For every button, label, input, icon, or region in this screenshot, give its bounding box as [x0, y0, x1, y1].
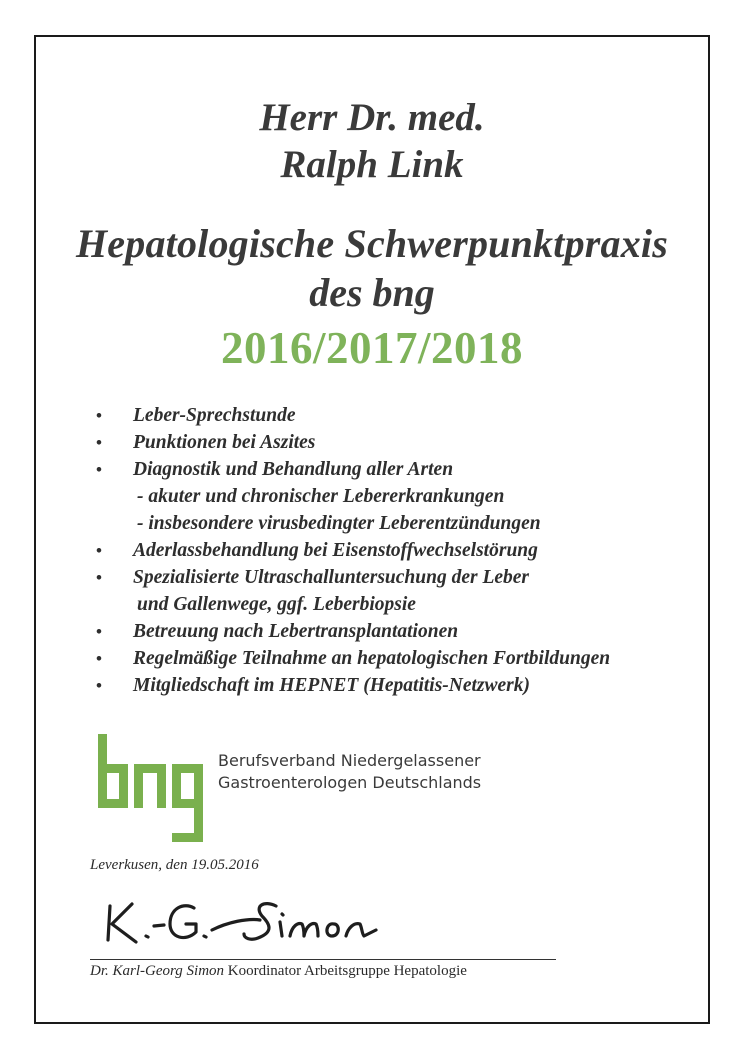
service-label: Spezialisierte Ultraschalluntersuchung der Leber	[133, 567, 529, 588]
list-item	[94, 672, 704, 699]
certification-years: 2016/2017/2018	[220, 323, 523, 373]
list-item	[94, 564, 704, 618]
signatory	[90, 963, 467, 980]
service-label: Diagnostik und Behandlung aller Arten	[133, 459, 454, 480]
recipient-name: Ralph Link	[280, 143, 464, 186]
practice-subtitle: des bng	[309, 270, 435, 315]
certificate-frame	[34, 35, 710, 1024]
service-label: Leber-Sprechstunde	[133, 405, 296, 426]
service-sub-item: - insbesondere virusbedingter Leberentzündungen	[137, 513, 541, 534]
bullet-icon: •	[96, 649, 102, 668]
association-name	[218, 750, 481, 794]
handwritten-signature	[98, 892, 378, 952]
list-item	[94, 618, 704, 645]
bullet-icon: •	[96, 433, 102, 452]
service-label: Betreuung nach Lebertransplantationen	[133, 621, 459, 642]
service-label: Punktionen bei Aszites	[133, 432, 316, 453]
service-sub-item: - akuter und chronischer Lebererkrankungen	[137, 486, 505, 507]
bullet-icon: •	[96, 460, 102, 479]
list-item	[94, 456, 704, 537]
signatory-role: Koordinator Arbeitsgruppe Hepatologie	[227, 963, 467, 979]
bullet-icon: •	[96, 406, 102, 425]
list-item	[94, 537, 704, 564]
bullet-icon: •	[96, 541, 102, 560]
association-name-line2: Gastroenterologen Deutschlands	[218, 773, 482, 792]
list-item	[94, 402, 704, 429]
bullet-icon: •	[96, 676, 102, 695]
practice-title: Hepatologische Schwerpunktpraxis	[75, 221, 669, 266]
service-continuation: und Gallenwege, ggf. Leberbiopsie	[137, 594, 416, 615]
recipient-title: Herr Dr. med.	[259, 96, 485, 139]
association-name-line1: Berufsverband Niedergelassener	[218, 751, 481, 770]
signature-line	[90, 959, 556, 960]
signatory-name: Dr. Karl-Georg Simon	[90, 963, 225, 979]
services-list	[94, 402, 704, 699]
service-label: Aderlassbehandlung bei Eisenstoffwechselstörung	[133, 540, 538, 561]
association-logo	[98, 734, 658, 844]
bullet-icon: •	[96, 568, 102, 587]
place-and-date: Leverkusen, den 19.05.2016	[90, 857, 259, 873]
service-label: Mitgliedschaft im HEPNET (Hepatitis-Netzwerk)	[133, 675, 531, 696]
list-item	[94, 645, 704, 672]
service-label: Regelmäßige Teilnahme an hepatologischen Fortbildungen	[133, 648, 611, 669]
bullet-icon: •	[96, 622, 102, 641]
bng-logo-icon	[98, 734, 203, 842]
list-item	[94, 429, 704, 456]
